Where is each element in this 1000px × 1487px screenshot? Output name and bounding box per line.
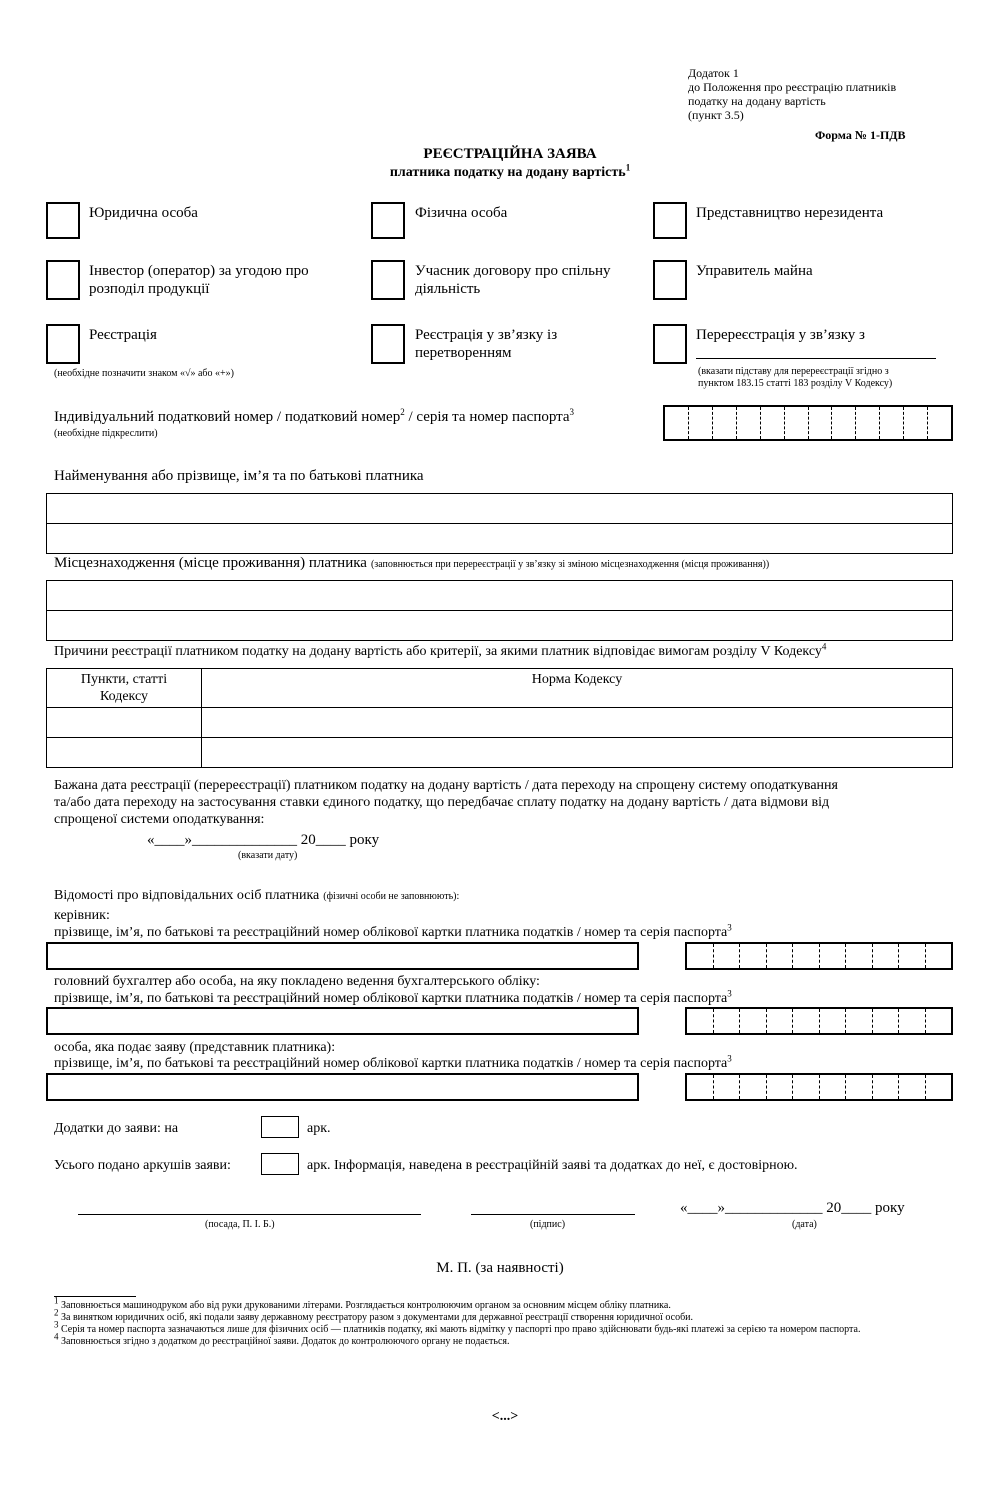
form-title: РЕЄСТРАЦІЙНА ЗАЯВА bbox=[423, 146, 597, 162]
digit-cell[interactable] bbox=[873, 944, 900, 968]
subtitle-text: платника податку на додану вартість bbox=[389, 165, 626, 180]
footnotes bbox=[54, 1295, 958, 1348]
desired-date-line: Бажана дата реєстрації (перереєстрації) платником податку на додану вартість / дата переходу на спрощену систему оподаткування bbox=[54, 778, 838, 793]
digit-cell[interactable] bbox=[793, 944, 820, 968]
form-subtitle bbox=[0, 162, 1000, 181]
reregistration-hint-line: (вказати підставу для перереєстрації згідно з bbox=[698, 366, 889, 377]
location-line[interactable] bbox=[47, 610, 952, 640]
digit-cell[interactable] bbox=[767, 944, 794, 968]
registration-transform-label bbox=[415, 326, 557, 362]
digit-cell[interactable] bbox=[687, 1009, 714, 1033]
footnote-item bbox=[54, 1307, 958, 1324]
property-manager-checkbox[interactable] bbox=[653, 260, 687, 300]
footnote-text: Заповнюється згідно з додатком до реєстраційної заяви. Додаток до контролюючого органу не подається. bbox=[61, 1336, 510, 1347]
fields-label-text: прізвище, ім’я, по батькові та реєстраційний номер облікової картки платника податків / номер та серія паспорта bbox=[54, 925, 728, 940]
legal-entity-label: Юридична особа bbox=[89, 205, 198, 221]
location-field[interactable] bbox=[46, 580, 953, 641]
joint-activity-checkbox[interactable] bbox=[371, 260, 405, 300]
position-name-line[interactable] bbox=[78, 1214, 421, 1215]
footnote-item bbox=[54, 1319, 958, 1336]
registration-label: Реєстрація bbox=[89, 327, 157, 343]
digit-cell[interactable] bbox=[687, 944, 714, 968]
digit-cell[interactable] bbox=[820, 1075, 847, 1099]
payer-name-line[interactable] bbox=[47, 494, 952, 523]
accountant-name-input[interactable] bbox=[46, 1007, 639, 1035]
reasons-label-text: Причини реєстрації платником податку на додану вартість або критерії, за якими платник відповідає вимогам розділу V Кодексу bbox=[54, 644, 822, 659]
signature-date-hint: (дата) bbox=[792, 1219, 817, 1230]
table-cell[interactable] bbox=[47, 708, 202, 738]
tax-id-label bbox=[54, 408, 574, 426]
natural-person-label: Фізична особа bbox=[415, 205, 508, 221]
signature-line[interactable] bbox=[471, 1214, 635, 1215]
accountant-fields-label bbox=[54, 990, 732, 1007]
accountant-role-label: головний бухгалтер або особа, на яку покладено ведення бухгалтерського обліку: bbox=[54, 974, 540, 989]
column-header-line: Пункти, статті bbox=[80, 672, 168, 687]
registration-checkbox[interactable] bbox=[46, 324, 80, 364]
seal-label: М. П. (за наявності) bbox=[436, 1260, 564, 1276]
digit-cell[interactable] bbox=[740, 944, 767, 968]
tax-id-label-text: / серія та номер паспорта bbox=[404, 409, 570, 425]
mark-hint: (необхідне позначити знаком «√» або «+») bbox=[54, 368, 234, 379]
digit-cell[interactable] bbox=[713, 407, 737, 439]
appendix-line: до Положення про реєстрацію платників bbox=[688, 80, 897, 94]
digit-cell[interactable] bbox=[761, 407, 785, 439]
digit-cell[interactable] bbox=[714, 944, 741, 968]
head-fields-label bbox=[54, 924, 732, 941]
digit-cell[interactable] bbox=[899, 944, 926, 968]
digit-cell[interactable] bbox=[880, 407, 904, 439]
payer-name-field[interactable] bbox=[46, 493, 953, 554]
digit-cell[interactable] bbox=[785, 407, 809, 439]
table-row bbox=[47, 738, 953, 768]
location-hint: (заповнюється при перереєстрації у зв’язку зі зміною місцезнаходження (місця проживання)) bbox=[370, 559, 770, 570]
digit-cell[interactable] bbox=[714, 1009, 741, 1033]
total-sheets-input[interactable] bbox=[261, 1153, 299, 1175]
footnote-item bbox=[54, 1331, 958, 1348]
digit-cell[interactable] bbox=[928, 407, 951, 439]
desired-date-line: та/або дата переходу на застосування ставки єдиного податку, що передбачає сплату податку на додану вартість / дата відмови від bbox=[54, 795, 830, 810]
registration-transform-label-line: Реєстрація у зв’язку із bbox=[415, 327, 558, 343]
appendix-line: Додаток 1 bbox=[688, 66, 739, 80]
reregistration-hint-line: пунктом 183.15 статті 183 розділу V Кодексу) bbox=[698, 378, 893, 389]
fields-label-text: прізвище, ім’я, по батькові та реєстраційний номер облікової картки платника податків / номер та серія паспорта bbox=[54, 1056, 728, 1071]
digit-cell[interactable] bbox=[873, 1009, 900, 1033]
digit-cell[interactable] bbox=[873, 1075, 900, 1099]
appendix-line: (пункт 3.5) bbox=[688, 108, 744, 122]
responsible-hint: (фізичні особи не заповнюють): bbox=[323, 891, 460, 902]
position-name-hint: (посада, П. І. Б.) bbox=[205, 1219, 275, 1230]
registration-transform-checkbox[interactable] bbox=[371, 324, 405, 364]
digit-cell[interactable] bbox=[714, 1075, 741, 1099]
fields-label-text: прізвище, ім’я, по батькові та реєстраційний номер облікової картки платника податків / номер та серія паспорта bbox=[54, 991, 728, 1006]
digit-cell[interactable] bbox=[740, 1075, 767, 1099]
digit-cell[interactable] bbox=[809, 407, 833, 439]
reasons-table bbox=[46, 668, 953, 768]
digit-cell[interactable] bbox=[793, 1075, 820, 1099]
digit-cell[interactable] bbox=[832, 407, 856, 439]
desired-date-hint: (вказати дату) bbox=[238, 850, 298, 861]
total-sheets-label: Усього подано аркушів заяви: bbox=[54, 1158, 231, 1173]
digit-cell[interactable] bbox=[926, 1075, 952, 1099]
location-label bbox=[54, 554, 769, 572]
digit-cell[interactable] bbox=[846, 944, 873, 968]
footnote-number: 1 bbox=[54, 1295, 59, 1306]
digit-cell[interactable] bbox=[767, 1009, 794, 1033]
nonresident-office-checkbox[interactable] bbox=[653, 202, 687, 239]
investor-label-line: Інвестор (оператор) за угодою про bbox=[89, 263, 309, 279]
desired-date-line: спрощеної системи оподаткування: bbox=[54, 812, 265, 827]
digit-cell[interactable] bbox=[926, 944, 952, 968]
reregistration-checkbox[interactable] bbox=[653, 324, 687, 364]
appendix-line: податку на додану вартість bbox=[688, 94, 826, 108]
submitter-role-label: особа, яка подає заяву (представник платника): bbox=[54, 1040, 336, 1055]
responsible-label bbox=[54, 886, 459, 904]
registration-transform-label-line: перетворенням bbox=[415, 345, 512, 361]
footnote-number: 2 bbox=[54, 1307, 59, 1318]
tax-id-input-cells[interactable] bbox=[663, 405, 953, 441]
investor-checkbox[interactable] bbox=[46, 260, 80, 300]
responsible-label-text: Відомості про відповідальних осіб платника bbox=[54, 888, 320, 903]
head-name-input[interactable] bbox=[46, 942, 639, 970]
digit-cell[interactable] bbox=[846, 1009, 873, 1033]
digit-cell[interactable] bbox=[904, 407, 928, 439]
digit-cell[interactable] bbox=[689, 407, 713, 439]
digit-cell[interactable] bbox=[926, 1009, 952, 1033]
head-role-label: керівник: bbox=[54, 908, 110, 923]
signature-hint: (підпис) bbox=[530, 1219, 566, 1230]
footnote-number: 3 bbox=[54, 1319, 59, 1330]
footnote-ref: 3 bbox=[569, 407, 575, 417]
digit-cell[interactable] bbox=[856, 407, 880, 439]
table-header-row bbox=[47, 669, 953, 708]
digit-cell[interactable] bbox=[820, 944, 847, 968]
column-header-norm: Норма Кодексу bbox=[202, 669, 953, 708]
footnote-item bbox=[54, 1295, 958, 1312]
property-manager-label: Управитель майна bbox=[696, 263, 813, 279]
accountant-id-input-cells[interactable] bbox=[685, 1007, 953, 1035]
digit-cell[interactable] bbox=[687, 1075, 714, 1099]
table-cell[interactable] bbox=[202, 738, 953, 768]
table-cell[interactable] bbox=[47, 738, 202, 768]
location-label-text: Місцезнаходження (місце проживання) платника bbox=[54, 555, 367, 571]
digit-cell[interactable] bbox=[820, 1009, 847, 1033]
appendix-header bbox=[688, 66, 896, 122]
table-cell[interactable] bbox=[202, 708, 953, 738]
digit-cell[interactable] bbox=[846, 1075, 873, 1099]
total-sheets-statement: арк. Інформація, наведена в реєстраційній заяві та додатках до неї, є достовірною. bbox=[307, 1158, 798, 1173]
digit-cell[interactable] bbox=[737, 407, 761, 439]
investor-label-line: розподіл продукції bbox=[89, 281, 210, 297]
digit-cell[interactable] bbox=[899, 1075, 926, 1099]
footnote-text: Заповнюється машинодруком або від руки друкованими літерами. Розглядається контролюючим органом за основним місцем обліку платника. bbox=[61, 1300, 671, 1311]
payer-name-line[interactable] bbox=[47, 523, 952, 553]
footnote-divider bbox=[54, 1296, 136, 1297]
legal-entity-checkbox[interactable] bbox=[46, 202, 80, 239]
reregistration-hint bbox=[698, 366, 892, 390]
desired-date-field[interactable]: «____»______________ 20____ року bbox=[147, 832, 380, 848]
payer-name-label: Найменування або прізвище, ім’я та по батькові платника bbox=[54, 468, 424, 484]
investor-label bbox=[89, 262, 309, 298]
footnote-number: 4 bbox=[54, 1331, 59, 1342]
reasons-label bbox=[54, 643, 826, 660]
attachments-label: Додатки до заяви: на bbox=[54, 1121, 179, 1136]
footnote-ref: 4 bbox=[821, 641, 827, 652]
footnote-text: За винятком юридичних осіб, які подали заяву державному реєстратору разом з документами для державної реєстрації створення юридичної особи. bbox=[61, 1312, 694, 1323]
attachments-unit: арк. bbox=[307, 1121, 331, 1136]
digit-cell[interactable] bbox=[899, 1009, 926, 1033]
reregistration-label: Перереєстрація у зв’язку з bbox=[696, 327, 865, 343]
footnote-text: Серія та номер паспорта зазначаються лише для фізичних осіб — платників податку, які мають відмітку у паспорті про право здійснювати будь-які платежі за серією та номером паспорта. bbox=[61, 1324, 861, 1335]
joint-activity-label-line: діяльність bbox=[415, 281, 481, 297]
footnote-ref: 1 bbox=[625, 162, 631, 173]
tax-id-label-text: Індивідуальний податковий номер / податковий номер bbox=[54, 409, 401, 425]
attachments-count-input[interactable] bbox=[261, 1116, 299, 1138]
nonresident-office-label: Представництво нерезидента bbox=[696, 205, 884, 221]
digit-cell[interactable] bbox=[767, 1075, 794, 1099]
column-header-articles bbox=[47, 669, 202, 708]
reregistration-basis-line[interactable] bbox=[696, 358, 936, 359]
location-line[interactable] bbox=[47, 581, 952, 610]
head-id-input-cells[interactable] bbox=[685, 942, 953, 970]
page-marker: <...> bbox=[491, 1409, 519, 1424]
footnote-ref: 2 bbox=[400, 407, 405, 417]
joint-activity-label-line: Учасник договору про спільну bbox=[415, 263, 611, 279]
footnote-ref: 3 bbox=[727, 922, 732, 933]
table-row bbox=[47, 708, 953, 738]
column-header-line: Кодексу bbox=[99, 689, 149, 704]
natural-person-checkbox[interactable] bbox=[371, 202, 405, 239]
digit-cell[interactable] bbox=[665, 407, 689, 439]
submitter-fields-label bbox=[54, 1055, 732, 1072]
desired-date-text bbox=[54, 777, 954, 828]
form-number: Форма № 1-ПДВ bbox=[815, 128, 906, 142]
footnote-ref: 3 bbox=[727, 988, 732, 999]
digit-cell[interactable] bbox=[793, 1009, 820, 1033]
submitter-name-input[interactable] bbox=[46, 1073, 639, 1101]
signature-date-field[interactable]: «____»_____________ 20____ року bbox=[680, 1200, 905, 1216]
joint-activity-label bbox=[415, 262, 611, 298]
footnote-ref: 3 bbox=[727, 1053, 732, 1064]
tax-id-hint: (необхідне підкреслити) bbox=[54, 428, 158, 439]
digit-cell[interactable] bbox=[740, 1009, 767, 1033]
submitter-id-input-cells[interactable] bbox=[685, 1073, 953, 1101]
